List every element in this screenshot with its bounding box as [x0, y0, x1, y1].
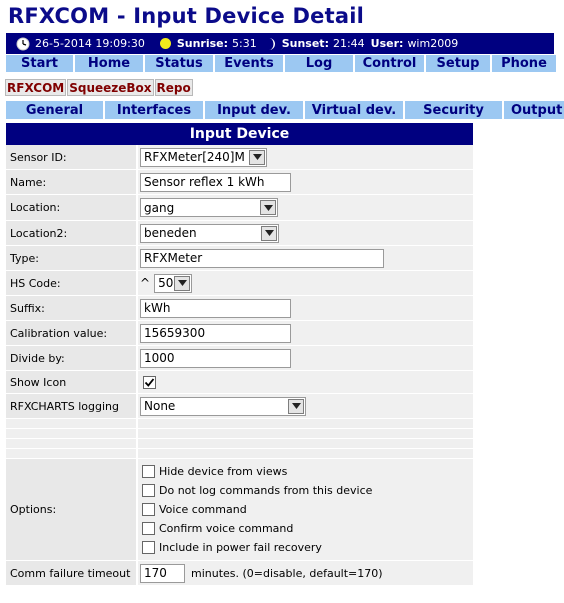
sensor-id-value: RFXMeter[240]M [144, 150, 245, 164]
show-icon-row [6, 371, 473, 394]
location2-select[interactable] [140, 224, 279, 243]
confirm-voice-label: Confirm voice command [159, 522, 294, 535]
location-value: gang [144, 200, 175, 215]
sunrise-value: 5:31 [232, 37, 257, 50]
show-icon-label: Show Icon [6, 371, 138, 393]
sensor-id-label: Sensor ID: [6, 145, 138, 169]
hs-code-value: 50 [158, 276, 174, 290]
subnav-interfaces[interactable]: Interfaces [105, 101, 205, 119]
nav-status[interactable]: Status [145, 55, 215, 72]
power-fail-checkbox[interactable] [142, 541, 155, 554]
location2-label: Location2: [6, 221, 138, 245]
comm-failure-label: Comm failure timeout [6, 561, 138, 585]
calibration-row [6, 321, 473, 346]
option-voice-command[interactable] [142, 500, 247, 519]
spacer-row [6, 419, 473, 429]
checkmark-icon [144, 377, 155, 388]
rfxcharts-select[interactable] [140, 397, 306, 416]
hs-code-label: HS Code: [6, 271, 138, 295]
nav-home[interactable]: Home [75, 55, 145, 72]
no-log-checkbox[interactable] [142, 484, 155, 497]
sensor-id-row [6, 145, 473, 170]
name-input[interactable]: Sensor reflex 1 kWh [140, 173, 291, 192]
voice-command-label: Voice command [159, 503, 247, 516]
subnav-input-dev[interactable]: Input dev. [205, 101, 305, 119]
chevron-down-icon [260, 200, 276, 215]
nav-events[interactable]: Events [215, 55, 285, 72]
sub-nav [6, 101, 563, 119]
sun-icon [159, 37, 172, 50]
suffix-label: Suffix: [6, 296, 138, 320]
show-icon-checkbox[interactable] [143, 376, 156, 389]
options-label: Options: [6, 459, 138, 560]
sunset-value: 21:44 [332, 37, 365, 50]
divide-input[interactable]: 1000 [140, 349, 291, 368]
sensor-id-select[interactable] [140, 148, 267, 167]
option-hide-device[interactable] [142, 462, 287, 481]
location-row [6, 195, 473, 221]
hs-code-row [6, 271, 473, 296]
hs-code-prefix: ^ [140, 276, 151, 290]
subnav-output[interactable]: Output [504, 101, 564, 119]
location-label: Location: [6, 195, 138, 220]
nav-control[interactable]: Control [355, 55, 426, 72]
sunrise-label: Sunrise: [176, 37, 229, 50]
option-confirm-voice[interactable] [142, 519, 293, 538]
nav-setup[interactable]: Setup [426, 55, 492, 72]
moon-icon [265, 37, 277, 51]
status-bar [6, 33, 554, 54]
chevron-down-icon [249, 150, 265, 165]
type-row [6, 246, 473, 271]
divide-label: Divide by: [6, 346, 138, 370]
calibration-input[interactable]: 15659300 [140, 324, 291, 343]
calibration-label: Calibration value: [6, 321, 138, 345]
user-value: wim2009 [407, 37, 459, 50]
subnav-general[interactable]: General [6, 101, 105, 119]
hs-code-select[interactable] [154, 274, 192, 293]
voice-command-checkbox[interactable] [142, 503, 155, 516]
main-nav [6, 55, 556, 72]
subnav-security[interactable]: Security [405, 101, 504, 119]
comm-failure-row [6, 561, 473, 586]
type-input[interactable]: RFXMeter [140, 249, 384, 268]
form-header: Input Device [6, 123, 473, 145]
location2-row [6, 221, 473, 246]
plugin-bar [5, 79, 194, 96]
rfxcharts-label: RFXCHARTS logging [6, 394, 138, 418]
chevron-down-icon [261, 226, 277, 241]
sunset-label: Sunset: [281, 37, 329, 50]
nav-log[interactable]: Log [285, 55, 355, 72]
confirm-voice-checkbox[interactable] [142, 522, 155, 535]
comm-failure-hint: minutes. (0=disable, default=170) [191, 566, 383, 580]
plugin-squeezebox[interactable]: SqueezeBox [69, 80, 152, 95]
chevron-down-icon [288, 399, 304, 414]
spacer-row [6, 429, 473, 439]
hide-device-label: Hide device from views [159, 465, 288, 478]
page-title: RFXCOM - Input Device Detail [8, 4, 364, 28]
options-row [6, 459, 473, 561]
nav-start[interactable]: Start [6, 55, 75, 72]
location-select[interactable] [140, 198, 278, 217]
rfxcharts-row [6, 394, 473, 419]
comm-failure-input[interactable]: 170 [140, 564, 185, 583]
suffix-input[interactable]: kWh [140, 299, 291, 318]
name-row [6, 170, 473, 195]
clock-icon [16, 37, 30, 51]
hide-device-checkbox[interactable] [142, 465, 155, 478]
user-label: User: [370, 37, 404, 50]
suffix-row [6, 296, 473, 321]
nav-phone[interactable]: Phone [492, 55, 556, 72]
datetime: 26-5-2014 19:09:30 [35, 37, 145, 50]
option-power-fail[interactable] [142, 538, 322, 557]
type-label: Type: [6, 246, 138, 270]
plugin-rfxcom[interactable]: RFXCOM [7, 80, 65, 95]
spacer-row [6, 449, 473, 459]
power-fail-label: Include in power fail recovery [159, 541, 322, 554]
name-label: Name: [6, 170, 138, 194]
subnav-virtual-dev[interactable]: Virtual dev. [305, 101, 405, 119]
plugin-repo[interactable]: Repo [156, 80, 191, 95]
chevron-down-icon [174, 276, 190, 291]
input-device-form [6, 123, 473, 586]
spacer-row [6, 439, 473, 449]
location2-value: beneden [144, 226, 197, 240]
divide-row [6, 346, 473, 371]
rfxcharts-value: None [144, 399, 176, 413]
option-no-log[interactable] [142, 481, 372, 500]
no-log-label: Do not log commands from this device [159, 484, 373, 497]
